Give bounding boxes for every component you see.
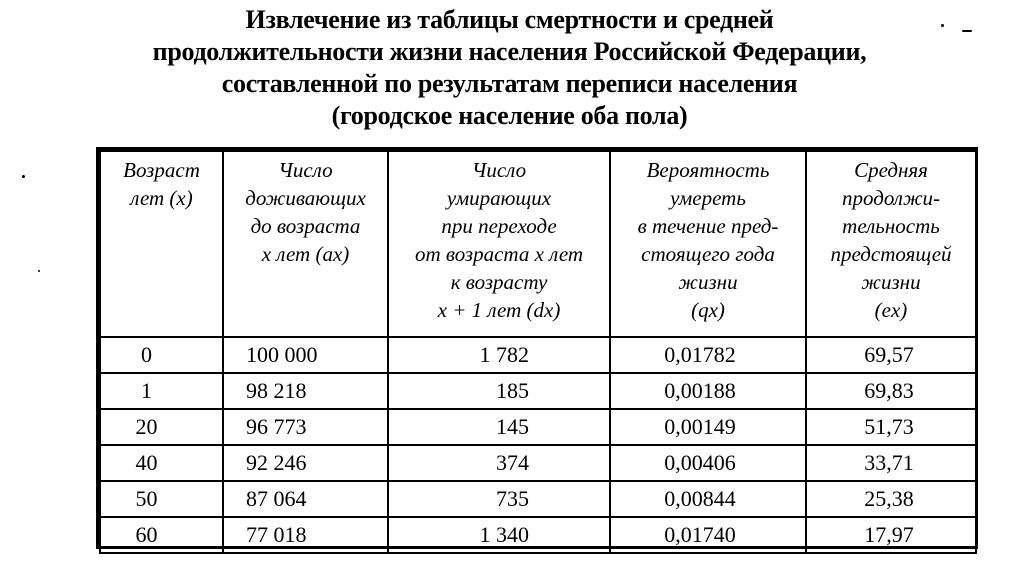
table-row (100, 445, 976, 481)
cell-age: 0 (100, 337, 223, 373)
header-survivors: Число доживающих до возраста x лет (ax) (223, 151, 388, 337)
cell-deaths: 374 (388, 445, 610, 481)
cell-life-expectancy: 51,73 (806, 409, 976, 445)
mortality-table-frame (96, 147, 978, 549)
table-row (100, 373, 976, 409)
cell-survivors: 77 018 (223, 517, 388, 553)
header-deaths: Число умирающих при переходе от возраста x лет к возрасту x + 1 лет (dx) (388, 151, 610, 337)
cell-life-expectancy: 69,83 (806, 373, 976, 409)
cell-life-expectancy: 33,71 (806, 445, 976, 481)
cell-age: 20 (100, 409, 223, 445)
cell-deaths: 145 (388, 409, 610, 445)
cell-probability: 0,01782 (610, 337, 806, 373)
cell-survivors: 98 218 (223, 373, 388, 409)
cell-probability: 0,01740 (610, 517, 806, 553)
header-age: Возраст лет (x) (100, 151, 223, 337)
title-line: составленной по результатам переписи населения (221, 69, 798, 98)
table-row (100, 337, 976, 373)
header-probability: Вероятность умереть в течение пред- стоящего года жизни (qx) (610, 151, 806, 337)
cell-age: 60 (100, 517, 223, 553)
cell-probability: 0,00149 (610, 409, 806, 445)
cell-deaths: 185 (388, 373, 610, 409)
mortality-table (99, 150, 977, 554)
scan-speck (22, 175, 25, 178)
table-row (100, 481, 976, 517)
document-title (0, 4, 1019, 132)
cell-probability: 0,00188 (610, 373, 806, 409)
title-line: продолжительности жизни населения Российской Федерации, (152, 37, 867, 66)
title-line: (городское население оба пола) (331, 101, 688, 130)
scan-speck (962, 30, 972, 32)
table-row (100, 517, 976, 553)
cell-survivors: 96 773 (223, 409, 388, 445)
scan-speck (941, 24, 944, 27)
cell-probability: 0,00406 (610, 445, 806, 481)
cell-deaths: 735 (388, 481, 610, 517)
table-row (100, 409, 976, 445)
cell-age: 1 (100, 373, 223, 409)
cell-survivors: 100 000 (223, 337, 388, 373)
cell-life-expectancy: 17,97 (806, 517, 976, 553)
header-row (100, 151, 976, 337)
cell-survivors: 87 064 (223, 481, 388, 517)
cell-deaths: 1 782 (388, 337, 610, 373)
title-line: Извлечение из таблицы смертности и средней (245, 5, 774, 34)
cell-deaths: 1 340 (388, 517, 610, 553)
header-life-expectancy: Средняя продолжи- тельность предстоящей жизни (ex) (806, 151, 976, 337)
cell-life-expectancy: 25,38 (806, 481, 976, 517)
cell-age: 40 (100, 445, 223, 481)
scan-speck (38, 270, 40, 272)
cell-survivors: 92 246 (223, 445, 388, 481)
cell-age: 50 (100, 481, 223, 517)
cell-life-expectancy: 69,57 (806, 337, 976, 373)
cell-probability: 0,00844 (610, 481, 806, 517)
